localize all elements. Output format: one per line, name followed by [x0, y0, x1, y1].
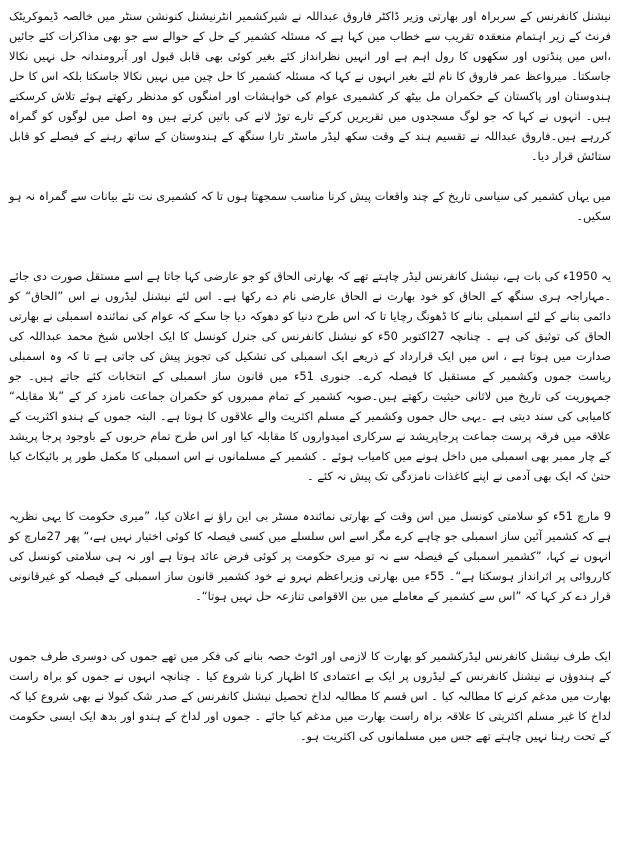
paragraph-security-council: 9 مارچ 51ء کو سلامتی کونسل میں اس وقت کے بھارتی نمائندہ مسٹر بی این راؤ نے اعلان کیا، ”میری حکومت کا یہی نظریہ ہے کہ کشمیر آئین ساز اسمبلی جو چاہے کرے مگر اسے اس سلسلے میں کسی فیصلہ کا کوئی اختیار نہیں ہے،“ پھر 27مارچ کو انہوں نے کہا، ”کشمیر اسمبلی کے فیصلہ سے نہ تو میری حکومت پر کوئی فرض عائد ہوتا ہے اور نہ ہی سلامتی کونسل کی کارروائی پر اثرانداز ہوسکتا ہے“۔ 55ء میں بھارتی وزیراعظم نہرو نے خود کشمیر قانون ساز اسمبلی کے فیصلہ کو غیرقانونی قرار دے کر کہا کہ ”اس سے کشمیر کے معاملے میں بین الاقوامی تنازعہ حل نہیں ہوتا“۔: [9, 509, 611, 603]
paragraph-1950-assembly: یہ 1950ء کی بات ہے، نیشنل کانفرنس لیڈر چاہتے تھے کہ بھارتی الحاق کو جو عارضی کہا جاتا ہے اسے مستقل صورت دی جائے ۔مہاراجہ ہری سنگھ کے الحاق کو خود بھارت نے الحاق عارضی نام دے رکھا ہے۔ اس لئے نیشنل لیڈروں نے اس ”الحاق“ کو دائمی بنانے کے لئے اسمبلی بنانے کا ڈھونگ رچایا تا کہ اس طرح دنیا کو دھوکہ دیا جا سکے کہ عوام کی نمائندہ اسمبلی نے بھارتی الحاق کی توثیق کی ہے ۔ چنانچہ 27اکتوبر 50ء کو نیشنل کانفرنس کی جنرل کونسل کا ایک اجلاس شیخ محمد عبداللہ کی صدارت میں ہوتا ہے ، اس میں ایک قرارداد کے ذریعے ایک اسمبلی کی تشکیل کی تجویز پیش کی جاتی ہے تا کہ وہ اسمبلی ریاست جموں وکشمیر کے مستقبل کا فیصلہ کرے۔ جنوری 51ء میں قانون ساز اسمبلی کے انتخابات کئے جاتے ہیں۔ جو جمہوریت کی تاریخ میں لاثانی حیثیت رکھتے ہیں۔صوبہ کشمیر کے تمام ممبروں کو حکمران جماعت نامزد کر کے ”بلا مقابلہ“ کامیابی کی سند دیتی ہے ۔یہی حال جموں وکشمیر کے مسلم اکثریت والے علاقوں کا ہوتا ہے۔ البتہ جموں کے ہندو اکثریت کے علاقہ میں فرقہ پرست جماعت پرجاپریشد نے سرکاری امیدواروں کا مقابلہ کیا اور اس طرح تمام حربوں کے باوجود پرجا پریشد کے چار ممبر بھی اسمبلی میں داخل ہونے میں کامیاب ہوئے ۔ کشمیر کے مسلمانوں نے اس اسمبلی کا مکمل طور پر بائیکاٹ کیا حتیٰ کہ ایک بھی آدمی نے اپنے کاغذات نامزدگی تک پیش نہ کئے ۔: [9, 269, 612, 483]
paragraph-intro-history: میں یہاں کشمیر کی سیاسی تاریخ کے چند واقعات پیش کرنا مناسب سمجھتا ہوں تا کہ کشمیری نت نئے بیانات سے گمراہ نہ ہو سکیں۔: [9, 189, 611, 223]
paragraph-jammu-ladakh: ایک طرف نیشنل کانفرنس لیڈرکشمیر کو بھارت کا لازمی اور اٹوٹ حصہ بنانے کی فکر میں تھے جموں کی دوسری طرف جموں کے ہندوؤں نے نیشنل کانفرنس کے لیڈروں پر ایک بے اعتمادی کا اظہار کرنا شروع کیا ۔ چنانچہ انہوں نے جموں کو براہ راست بھارت میں مدغم کرنے کا مطالبہ کیا ۔ اس قسم کا مطالبہ لداخ تحصیل نیشنل کانفرنس کے صدر شک کبولا نے بھی شروع کیا کہ لداخ کا غیر مسلم اکثریتی کا علاقہ براہ راست بھارت میں مدغم کیا جائے ۔ جموں اور لداخ کے ہندو اور بدھ ایک ایسی حکومت کے تحت رہنا نہیں چاہتے تھے جس میں مسلمانوں کی اکثریت ہو۔: [9, 649, 611, 743]
paragraph-farooq-speech: نیشنل کانفرنس کے سربراہ اور بھارتی وزیر ڈاکٹر فاروق عبداللہ نے شیرکشمیر انٹرنیشنل کنونشن سنٹر میں خالصہ ڈیموکریٹک فرنٹ کے زیر اہتمام منعقدہ تقریب سے خطاب میں کہا ہے کہ مسئلہ کشمیر کے حل کے حوالے سے جو بھی مذاکرات کئے جائیں ،اس میں پنڈتوں اور سکھوں کا رول اہم ہے اور انہیں نظرانداز کئے بغیر کوئی بھی قابل قبول اور آبرومندانہ حل نہیں نکالا جاسکتا۔ میرواعظ عمر فاروق کا نام لئے بغیر انہوں نے کہا کہ مسئلہ کشمیر کا حل چین میں نہیں نکالا جاسکتا بلکہ اس کا حل ہندوستان اور پاکستان کے حکمران مل بیٹھ کر کشمیری عوام کی خواہشات اور امنگوں کو مدنظر رکھتے ہوئے تلاش کرسکتے ہیں۔ انہوں نے کہا کہ جو لوگ مسجدوں میں تقریریں کرکے تارے توڑ لانے کی باتیں کرتے ہیں وہ اصل میں لوگوں کو گمراہ کررہے ہیں۔فاروق عبداللہ نے تقسیم ہند کے وقت سکھ لیڈر ماسٹر تارا سنگھ کے ہندوستان کے ساتھ رہنے کے فیصلے کو قابل ستائش قرار دیا۔: [9, 9, 611, 163]
